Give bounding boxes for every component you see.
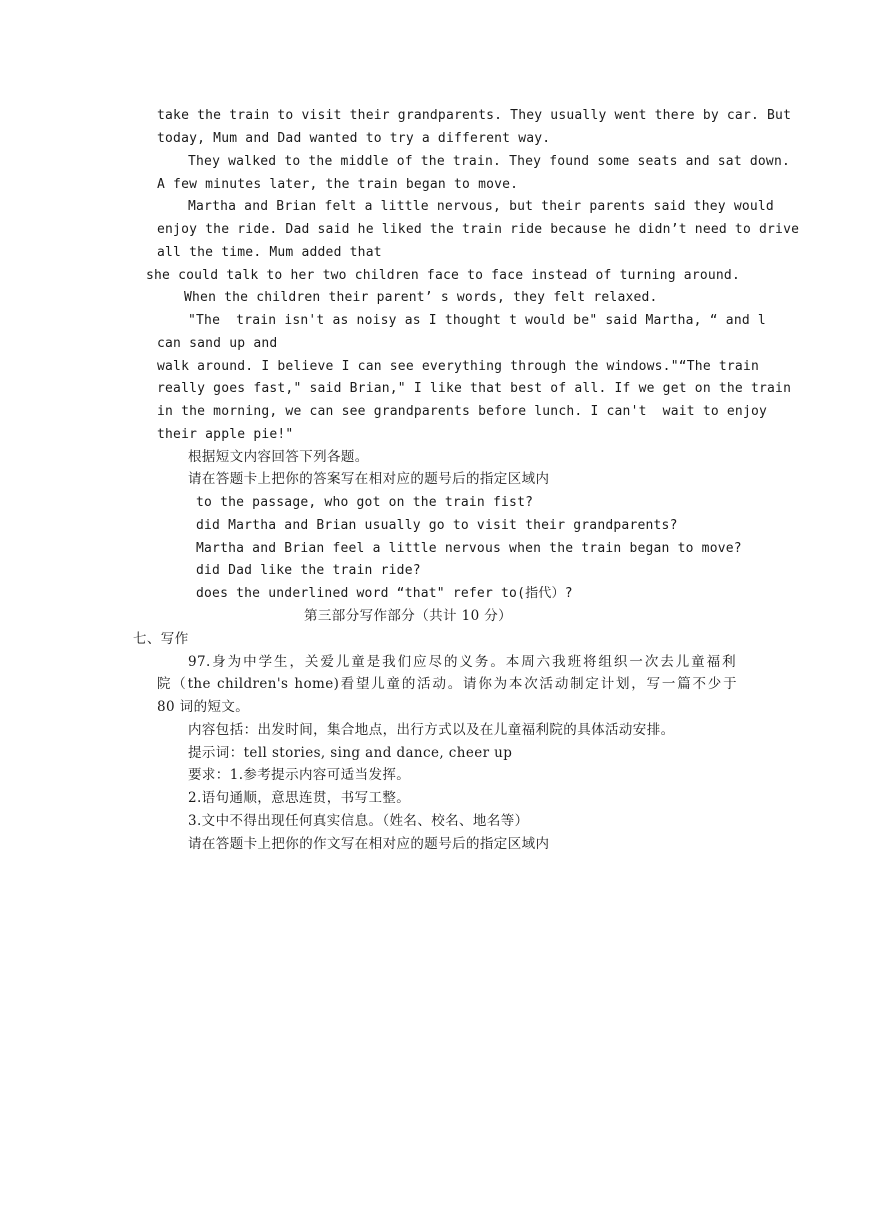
passage-line: "The train isn't as noisy as I thought t would be" said Martha, “ and l bbox=[188, 313, 766, 328]
question-item: did Martha and Brian usually go to visit their grandparents? bbox=[196, 518, 678, 533]
passage-line: their apple pie!" bbox=[157, 427, 294, 442]
passage-line: really goes fast," said Brian," I like that best of all. If we get on the train bbox=[157, 381, 792, 396]
question-item: to the passage, who got on the train fist? bbox=[196, 495, 534, 510]
writing-prompt-line: 院（the children's home)看望儿童的活动。请你为本次活动制定计划，写一篇不少于 bbox=[157, 676, 737, 692]
question-item: did Dad like the train ride? bbox=[196, 563, 421, 578]
writing-content-includes: 内容包括：出发时间，集合地点，出行方式以及在儿童福利院的具体活动安排。 bbox=[188, 722, 675, 738]
passage-line: today, Mum and Dad wanted to try a different way. bbox=[157, 131, 551, 146]
passage-line: she could talk to her two children face to face instead of turning around. bbox=[146, 268, 740, 283]
writing-requirement: 3.文中不得出现任何真实信息。（姓名、校名、地名等） bbox=[188, 813, 529, 829]
passage-line: all the time. Mum added that bbox=[157, 245, 382, 260]
writing-prompt-line: 80 词的短文。 bbox=[157, 699, 250, 715]
writing-answer-instruction: 请在答题卡上把你的作文写在相对应的题号后的指定区域内 bbox=[188, 836, 550, 852]
writing-prompt-line: 97.身为中学生，关爱儿童是我们应尽的义务。本周六我班将组织一次去儿童福利 bbox=[188, 654, 736, 670]
instruction-write-on-card: 请在答题卡上把你的答案写在相对应的题号后的指定区域内 bbox=[188, 471, 550, 487]
instruction-answer-by-passage: 根据短文内容回答下列各题。 bbox=[188, 449, 369, 465]
part-three-heading: 第三部分写作部分（共计 10 分） bbox=[304, 608, 513, 624]
passage-line: enjoy the ride. Dad said he liked the train ride because he didn’t need to drive bbox=[157, 222, 800, 237]
question-item: does the underlined word “that" refer to(指代）? bbox=[196, 586, 573, 601]
passage-line: in the morning, we can see grandparents before lunch. I can't wait to enjoy bbox=[157, 404, 768, 419]
passage-line: They walked to the middle of the train. They found some seats and sat down. bbox=[188, 154, 790, 169]
writing-section-title: 七、写作 bbox=[133, 631, 189, 647]
passage-line: When the children their parent’ s words, they felt relaxed. bbox=[184, 290, 658, 305]
question-item: Martha and Brian feel a little nervous when the train began to move? bbox=[196, 541, 742, 556]
passage-line: A few minutes later, the train began to move. bbox=[157, 177, 519, 192]
writing-requirement: 2.语句通顺，意思连贯，书写工整。 bbox=[188, 790, 411, 806]
writing-hint-words: 提示词：tell stories, sing and dance, cheer up bbox=[188, 745, 513, 761]
passage-line: Martha and Brian felt a little nervous, but their parents said they would bbox=[188, 199, 774, 214]
passage-line: walk around. I believe I can see everything through the windows."“The train bbox=[157, 359, 759, 374]
passage-line: can sand up and bbox=[157, 336, 278, 351]
writing-requirement: 要求：1.参考提示内容可适当发挥。 bbox=[188, 767, 411, 783]
passage-line: take the train to visit their grandparents. They usually went there by car. But bbox=[157, 108, 792, 123]
